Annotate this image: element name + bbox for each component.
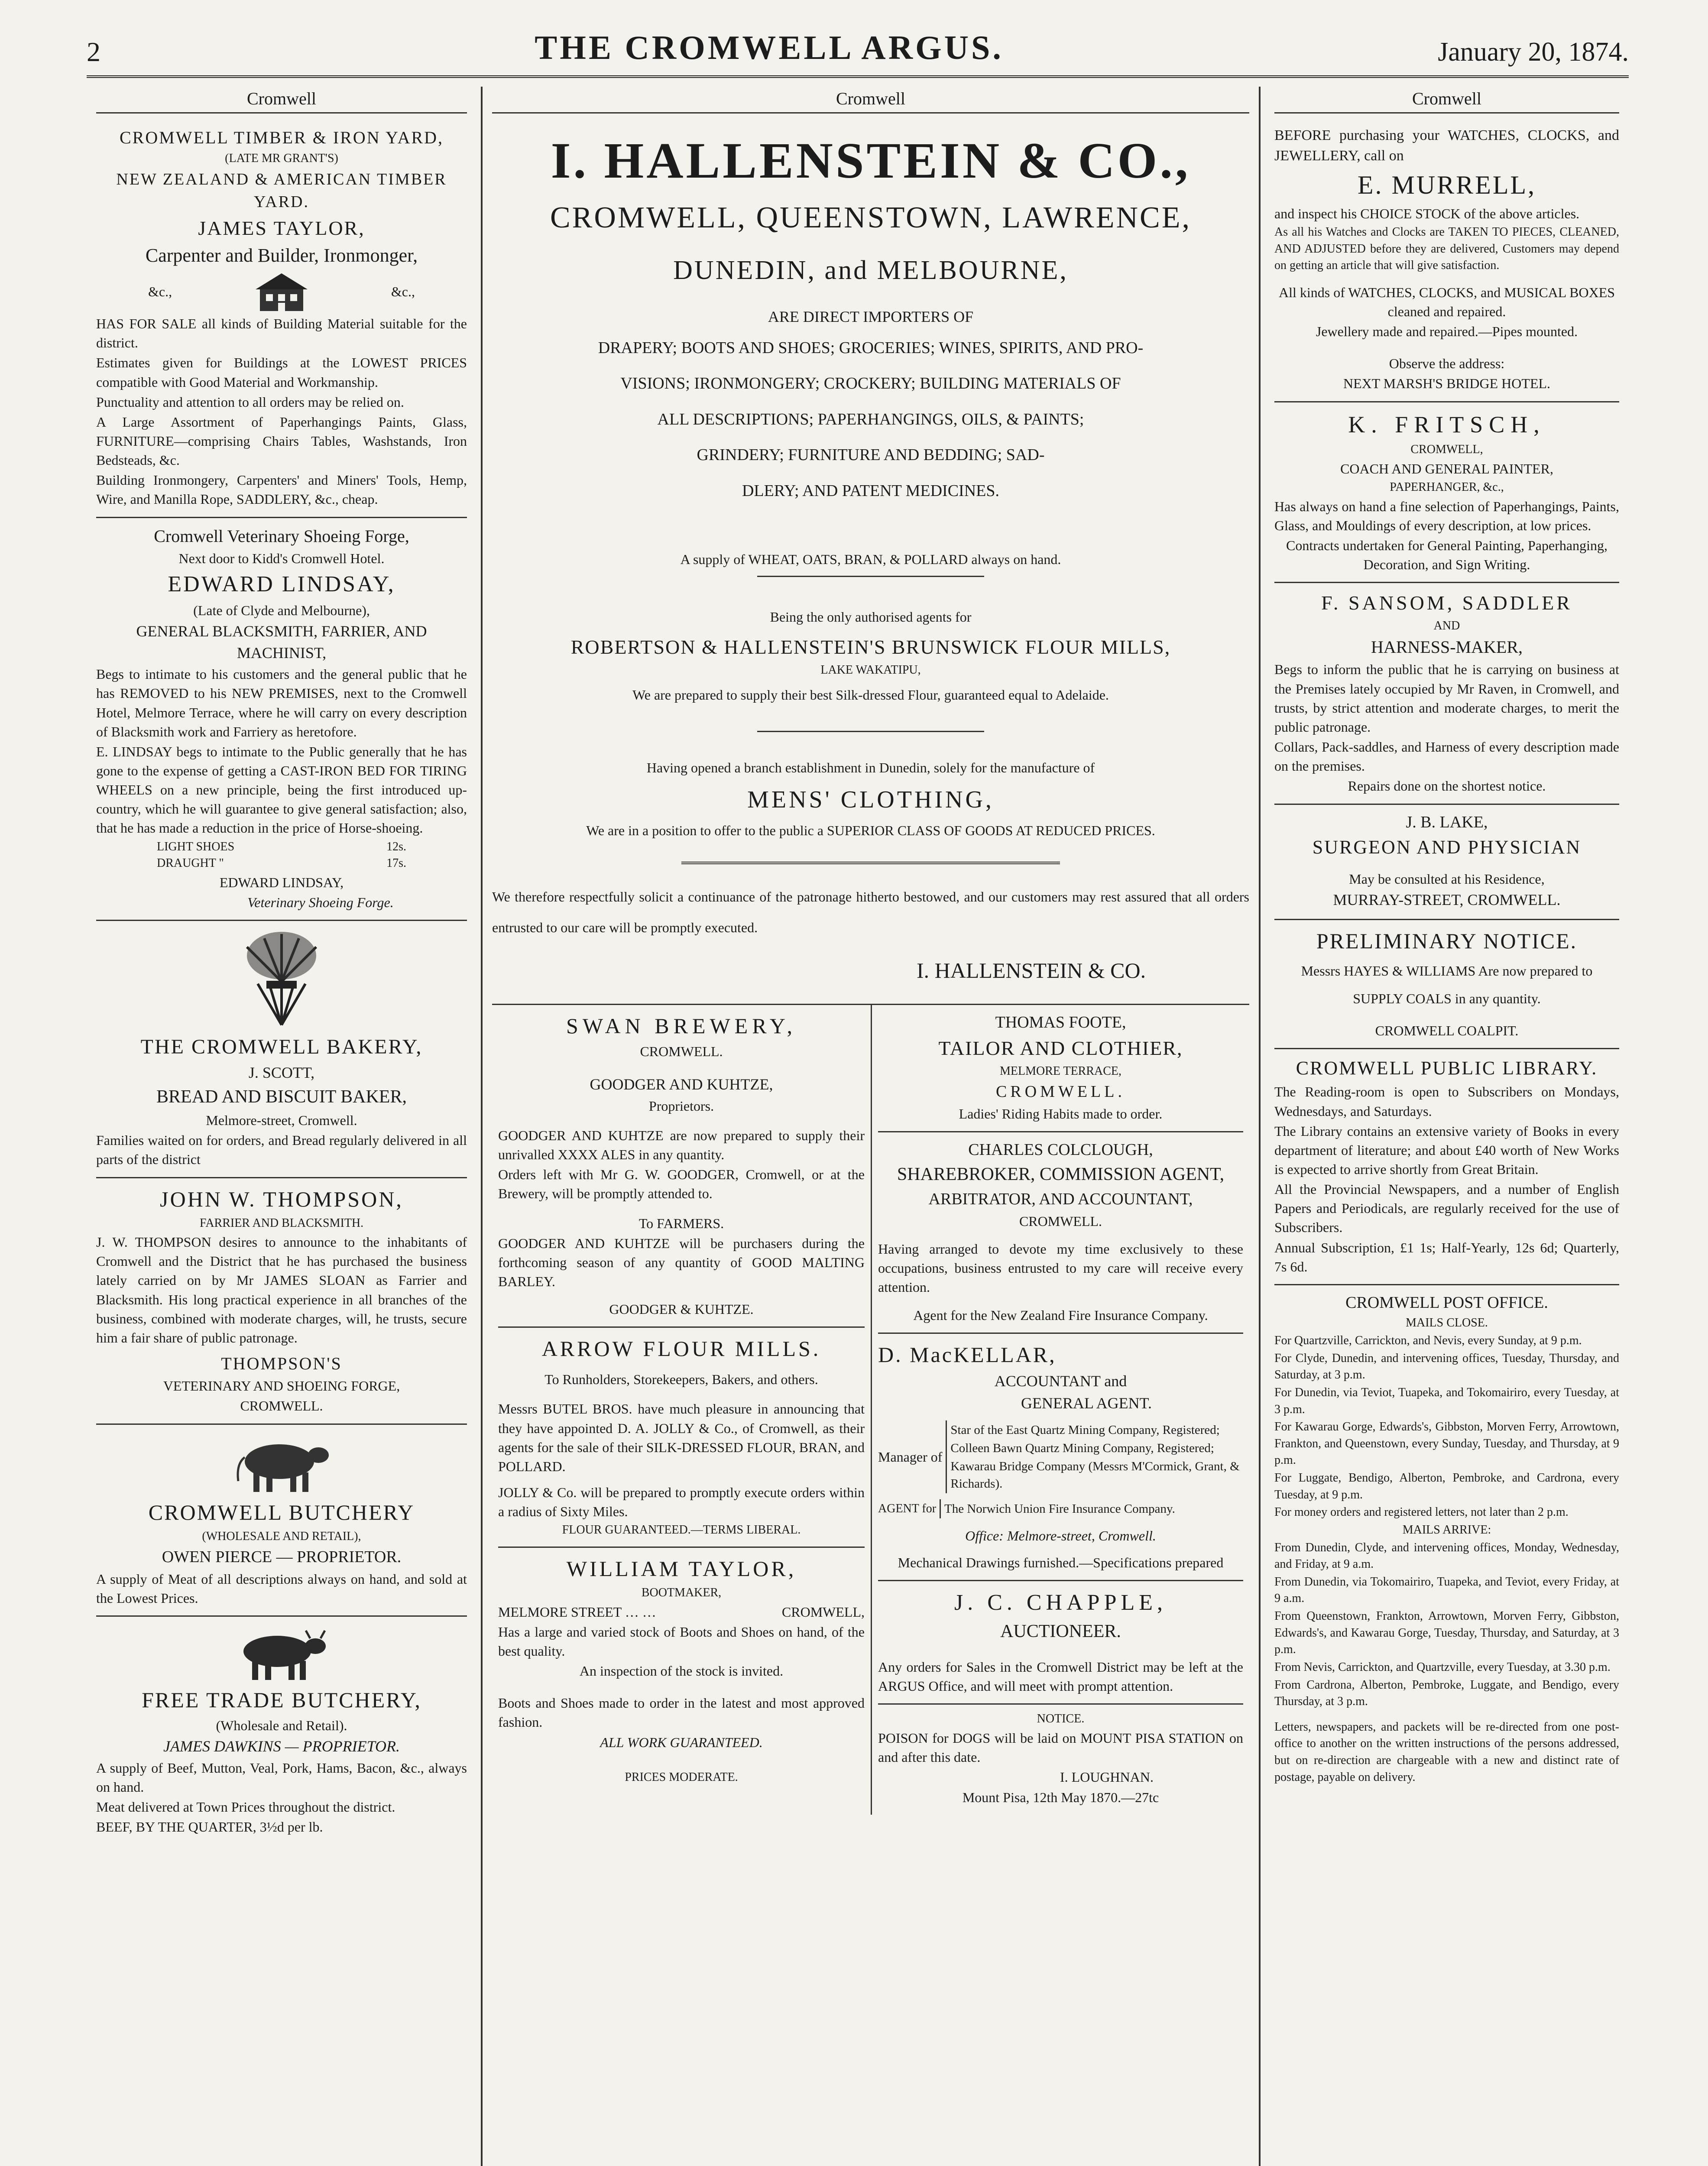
list-label: Manager of <box>878 1449 943 1465</box>
ad-headline: THOMPSON'S <box>221 1354 342 1374</box>
ad-subline: Next door to Kidd's Cromwell Hotel. <box>178 550 385 566</box>
ad-paragraph: Annual Subscription, £1 1s; Half-Yearly, 12s 6d; Quarterly, 7s 6d. <box>1274 1239 1619 1274</box>
ad-bakery <box>96 921 467 1178</box>
advertiser-trade: TAILOR AND CLOTHIER, <box>938 1037 1183 1060</box>
ad-paragraph: Punctuality and attention to all orders may be relied on. <box>96 394 404 410</box>
advertiser-trade: BREAD AND BISCUIT BAKER, <box>156 1087 407 1107</box>
advertiser-name: WILLIAM TAYLOR, <box>566 1556 797 1581</box>
column-center <box>481 87 1261 2166</box>
woodcut-row <box>96 270 467 313</box>
ad-address: Office: Melmore-street, Cromwell. <box>965 1528 1156 1544</box>
price-row <box>96 839 467 856</box>
ad-paragraph: We are prepared to supply their best Silk-dressed Flour, guaranteed equal to Adelaide. <box>632 687 1109 703</box>
ad-paragraph: Having opened a branch establishment in Dunedin, solely for the manufacture of <box>646 759 1095 775</box>
ad-subline: To Runholders, Storekeepers, Bakers, and others. <box>544 1372 818 1388</box>
ad-cromwell-butchery <box>96 1425 467 1617</box>
ad-swan-brewery <box>498 1005 865 1328</box>
advertiser-name: J. SCOTT, <box>248 1064 315 1082</box>
ad-sansom <box>1274 583 1619 804</box>
mail-item: From Nevis, Carrickton, and Quartzville, every Tuesday, at 3.30 p.m. <box>1274 1660 1611 1674</box>
ad-fritsch <box>1274 402 1619 584</box>
mail-item: For Clyde, Dunedin, and intervening offices, Tuesday, Thursday, and Saturday, at 3 p.m. <box>1274 1351 1619 1382</box>
newspaper-title: THE CROMWELL ARGUS. <box>535 29 1004 67</box>
center-subcolumns <box>492 1005 1249 1815</box>
ad-subline: (Wholesale and Retail). <box>216 1717 347 1733</box>
ad-headline: THE CROMWELL BAKERY, <box>140 1035 423 1059</box>
list-label: AGENT for <box>878 1501 937 1515</box>
ad-subline: Melmore-street, Cromwell. <box>206 1112 357 1128</box>
goods-line: DLERY; AND PATENT MEDICINES. <box>742 481 999 500</box>
address-row <box>498 1602 865 1621</box>
ad-headline: PRELIMINARY NOTICE. <box>1316 928 1578 953</box>
advertiser-trade: ACCOUNTANT and <box>994 1372 1127 1390</box>
etc-text: &c., <box>148 283 172 299</box>
mail-item: From Queenstown, Frankton, Arrowtown, Morven Ferry, Gibbston, Edwards's, and Kawarau Gorge, Tuesday, Thursday, and Saturday, at 3 p.m. <box>1274 1609 1619 1657</box>
price-label: DRAUGHT " <box>157 856 224 870</box>
column-right <box>1265 87 1629 2166</box>
mail-item: For Quartzville, Carrickton, and Nevis, every Sunday, at 9 p.m. <box>1274 1334 1582 1348</box>
ad-headline: CROMWELL POST OFFICE. <box>1345 1293 1548 1312</box>
ad-paragraph: We are in a position to offer to the public a SUPERIOR CLASS OF GOODS AT REDUCED PRICES. <box>586 823 1155 838</box>
goods-line: VISIONS; IRONMONGERY; CROCKERY; BUILDING MATERIALS OF <box>620 374 1121 393</box>
advertiser-trade: SHAREBROKER, COMMISSION AGENT, <box>897 1164 1225 1184</box>
advertiser-name: JAMES TAYLOR, <box>198 217 365 239</box>
ad-mackellar <box>878 1334 1243 1582</box>
ad-address: NEXT MARSH'S BRIDGE HOTEL. <box>1343 376 1551 392</box>
ad-paragraph: HAS FOR SALE all kinds of Building Material suitable for the district. <box>96 316 467 351</box>
advertiser-trade: GENERAL AGENT. <box>1021 1394 1152 1412</box>
ad-terms: PRICES MODERATE. <box>625 1770 738 1784</box>
wheat-sheaf-woodcut-icon <box>217 930 347 1029</box>
column-left <box>87 87 476 2166</box>
advertiser-trade: Carpenter and Builder, Ironmonger, <box>145 245 418 266</box>
ad-paragraph: A supply of Beef, Mutton, Veal, Pork, Hams, Bacon, &c., always on hand. <box>96 1760 467 1795</box>
ad-paragraph: The Library contains an extensive variety of Books in every department of literature; and about £40 worth of New Works is expected to arrive shortly from Great Britain. <box>1274 1123 1619 1177</box>
advertiser-name: D. MacKELLAR, <box>878 1342 1057 1367</box>
ad-paragraph: BEFORE purchasing your WATCHES, CLOCKS, and JEWELLERY, call on <box>1274 127 1619 164</box>
ad-free-trade-butchery <box>96 1617 467 1844</box>
signature: Veterinary Shoeing Forge. <box>247 895 394 911</box>
ad-headline: CROMWELL. <box>240 1398 323 1414</box>
masthead <box>87 30 1629 78</box>
ad-paragraph: J. W. THOMPSON desires to announce to the inhabitants of Cromwell and the District that he has purchased the business lately carried on by Mr JAMES SLOAN as Farrier and Blacksmith. His long practical experience in all branches of the business, combined with moderate charges, will, he trusts, secure him a fair share of public patronage. <box>96 1234 467 1346</box>
list-items <box>940 1499 1175 1518</box>
ad-paragraph: Begs to intimate to his customers and the general public that he has REMOVED to his NEW PREMISES, next to the Cromwell Hotel, Melmore Terrace, where he will carry on every description of Blacksmith work and Farriery as heretofore. <box>96 666 467 739</box>
ad-paragraph: Collars, Pack-saddles, and Harness of every description made on the premises. <box>1274 739 1619 774</box>
ad-colclough <box>878 1132 1243 1334</box>
ad-subline: ARE DIRECT IMPORTERS OF <box>768 308 974 326</box>
price-value: 17s. <box>386 856 406 870</box>
ad-paragraph: Agent for the New Zealand Fire Insurance Company. <box>913 1307 1208 1323</box>
advertiser-trade: BOOTMAKER, <box>641 1586 722 1600</box>
ad-subline: CROMWELL. <box>640 1043 723 1059</box>
section-heading: MAILS CLOSE. <box>1406 1316 1488 1330</box>
advertiser-name: I. HALLENSTEIN & CO., <box>551 132 1191 189</box>
ad-chapple <box>878 1581 1243 1705</box>
ad-paragraph: Boots and Shoes made to order in the latest and most approved fashion. <box>498 1695 865 1730</box>
mail-item: For money orders and registered letters, not later than 2 p.m. <box>1274 1505 1569 1519</box>
ad-paragraph: May be consulted at his Residence, <box>1349 871 1545 887</box>
ad-thomas-foote <box>878 1005 1243 1132</box>
manager-list <box>878 1420 1243 1493</box>
mail-item: From Dunedin, Clyde, and intervening offices, Monday, Wednesday, and Friday, at 9 a.m. <box>1274 1540 1619 1571</box>
ad-paragraph: Any orders for Sales in the Cromwell District may be left at the ARGUS Office, and will meet with prompt attention. <box>878 1659 1243 1694</box>
ad-subline: AND <box>1433 619 1460 632</box>
ad-paragraph: Jewellery made and repaired.—Pipes mounted. <box>1316 324 1578 340</box>
divider <box>681 862 1060 864</box>
cow-woodcut-icon <box>230 1433 334 1494</box>
advertiser-trade: AUCTIONEER. <box>1000 1621 1121 1642</box>
ad-subline: (WHOLESALE AND RETAIL), <box>202 1529 361 1543</box>
ad-paragraph: Orders left with Mr G. W. GOODGER, Cromwell, or at the Brewery, will be promptly attended to. <box>498 1167 865 1202</box>
advertiser-name: E. MURRELL, <box>1357 171 1536 199</box>
advertiser-trade: COACH AND GENERAL PAINTER, <box>1340 460 1553 477</box>
advertiser-trade: ARBITRATOR, AND ACCOUNTANT, <box>928 1190 1193 1209</box>
advertiser-name: F. SANSOM, SADDLER <box>1321 592 1572 614</box>
ad-subline: LAKE WAKATIPU, <box>820 663 921 677</box>
advertiser-name: J. B. LAKE, <box>1406 813 1488 831</box>
ad-headline: MENS' CLOTHING, <box>747 786 994 813</box>
subcolumn-right <box>871 1005 1249 1815</box>
advertiser-trade: PAPERHANGER, &c., <box>1390 480 1504 494</box>
ad-paragraph: Repairs done on the shortest notice. <box>1348 778 1546 794</box>
ad-paragraph: An inspection of the stock is invited. <box>579 1663 784 1679</box>
goods-line: DRAPERY; BOOTS AND SHOES; GROCERIES; WINES, SPIRITS, AND PRO- <box>598 338 1144 357</box>
ad-poison-notice <box>878 1705 1243 1814</box>
ad-headline: DUNEDIN, and MELBOURNE, <box>673 255 1068 285</box>
goods-line: ALL DESCRIPTIONS; PAPERHANGINGS, OILS, & PAINTS; <box>657 410 1084 428</box>
price-label: LIGHT SHOES <box>157 840 235 853</box>
ad-lake <box>1274 805 1619 920</box>
ad-headline: NOTICE. <box>1037 1712 1085 1726</box>
ad-preliminary-notice <box>1274 920 1619 1049</box>
ad-paragraph: Has a large and varied stock of Boots and Shoes on hand, of the best quality. <box>498 1624 865 1659</box>
ad-headline: Cromwell Veterinary Shoeing Forge, <box>154 526 409 546</box>
subcolumn-left <box>492 1005 871 1815</box>
advertiser-name: SWAN BREWERY, <box>566 1013 797 1038</box>
signature: I. HALLENSTEIN & CO. <box>917 958 1146 982</box>
ad-arrow-flour-mills <box>498 1328 865 1548</box>
mail-item: For Luggate, Bendigo, Alberton, Pembroke, and Cardrona, every Tuesday, at 9 p.m. <box>1274 1471 1619 1501</box>
advertiser-name: JOHN W. THOMPSON, <box>160 1187 403 1211</box>
address-text: MELMORE STREET … … <box>498 1604 656 1620</box>
list-item: The Norwich Union Fire Insurance Company. <box>944 1502 1175 1516</box>
list-item: Kawarau Bridge Company (Messrs M'Cormick, Grant, & Richards). <box>950 1459 1240 1491</box>
ad-william-taylor <box>498 1548 865 1793</box>
advertiser-trade: FARRIER AND BLACKSMITH. <box>199 1216 364 1230</box>
section-heading: MAILS ARRIVE: <box>1402 1523 1491 1537</box>
price-value: 12s. <box>386 840 406 853</box>
advertiser-trade: SURGEON AND PHYSICIAN <box>1312 836 1582 858</box>
advertiser-name: THOMAS FOOTE, <box>995 1013 1126 1031</box>
house-woodcut-icon <box>251 270 312 313</box>
ad-paragraph: All kinds of WATCHES, CLOCKS, and MUSICAL BOXES cleaned and repaired. <box>1278 284 1615 319</box>
etc-text: &c., <box>391 283 415 299</box>
advertiser-name: JAMES DAWKINS — PROPRIETOR. <box>163 1738 400 1755</box>
ad-headline: FREE TRADE BUTCHERY, <box>142 1687 421 1712</box>
list-item: Star of the East Quartz Mining Company, Registered; <box>950 1423 1220 1437</box>
list-items <box>946 1420 1243 1493</box>
ad-paragraph: GOODGER AND KUHTZE will be purchasers during the forthcoming season of any quantity of GOOD MALTING BARLEY. <box>498 1235 865 1290</box>
advertiser-name: ARROW FLOUR MILLS. <box>541 1336 821 1361</box>
ad-paragraph: As all his Watches and Clocks are TAKEN TO PIECES, CLEANED, AND ADJUSTED before they are delivered, Customers may depend on getting an article that will give satisfaction. <box>1274 225 1619 272</box>
advertiser-name: K. FRITSCH, <box>1348 411 1546 438</box>
ad-subline: Proprietors. <box>648 1098 714 1114</box>
agent-list <box>878 1499 1243 1518</box>
divider <box>757 731 984 732</box>
ad-post-office <box>1274 1285 1619 1793</box>
ad-footer: Letters, newspapers, and packets will be re-directed from one post-office to another on the written instructions of the persons addressed, but on re-direction are chargeable with a new and distinct rate of postage, payable on delivery. <box>1274 1720 1619 1784</box>
ad-footer: Mount Pisa, 12th May 1870.—27tc <box>962 1789 1159 1805</box>
ad-paragraph: and inspect his CHOICE STOCK of the above articles. <box>1274 205 1580 221</box>
mail-item: From Cardrona, Alberton, Pembroke, Luggate, and Bendigo, every Thursday, at 3 p.m. <box>1274 1678 1619 1709</box>
issue-date: January 20, 1874. <box>1438 37 1629 67</box>
ad-headline: CROMWELL BUTCHERY <box>148 1500 415 1524</box>
ad-paragraph: Contracts undertaken for General Painting, Paperhanging, Decoration, and Sign Writing. <box>1286 537 1608 572</box>
advertiser-trade: HARNESS-MAKER, <box>1371 637 1523 657</box>
mail-item: For Kawarau Gorge, Edwards's, Gibbston, Morven Ferry, Arrowtown, Frankton, and Queenstown, every Sunday, Tuesday, and Thursday, at 9 p.m. <box>1274 1420 1619 1467</box>
advertiser-name: EDWARD LINDSAY, <box>168 571 395 597</box>
ad-headline: CROMWELL TIMBER & IRON YARD, <box>119 128 444 148</box>
ad-paragraph: Has always on hand a fine selection of Paperhangings, Paints, Glass, and Mouldings of every description, at low prices. <box>1274 498 1619 533</box>
ad-headline: CROMWELL. <box>996 1083 1125 1101</box>
ad-paragraph: Building Ironmongery, Carpenters' and Miners' Tools, Hemp, Wire, and Manilla Rope, SADDLERY, &c., cheap. <box>96 472 467 507</box>
price-row <box>96 855 467 872</box>
ad-address: MURRAY-STREET, CROMWELL. <box>1333 891 1561 908</box>
ad-paragraph: GOODGER AND KUHTZE are now prepared to supply their unrivalled XXXX ALES in any quantity. <box>498 1127 865 1163</box>
ad-hallenstein <box>492 120 1249 1005</box>
ad-paragraph: A supply of Meat of all descriptions always on hand, and sold at the Lowest Prices. <box>96 1571 467 1606</box>
ad-paragraph: We therefore respectfully solicit a continuance of the patronage hitherto bestowed, and our customers may rest assured that all orders entrusted to our care will be promptly executed. <box>492 889 1249 935</box>
advertiser-name: OWEN PIERCE — PROPRIETOR. <box>162 1548 402 1566</box>
ad-shoeing-forge <box>96 518 467 921</box>
ad-paragraph: BEEF, BY THE QUARTER, 3½d per lb. <box>96 1819 323 1835</box>
ad-paragraph: A supply of WHEAT, OATS, BRAN, & POLLARD always on hand. <box>680 551 1061 567</box>
ad-paragraph: Messrs BUTEL BROS. have much pleasure in announcing that they have appointed D. A. JOLLY & Co., of Cromwell, as their agents for the sale of their SILK-DRESSED FLOUR, BRAN, and POLLARD. <box>498 1401 865 1474</box>
mail-item: For Dunedin, via Teviot, Tuapeka, and Tokomairiro, every Tuesday, at 3 p.m. <box>1274 1385 1619 1416</box>
advertiser-name: CHARLES COLCLOUGH, <box>968 1141 1153 1159</box>
ad-paragraph: Estimates given for Buildings at the LOWEST PRICES compatible with Good Material and Workmanship. <box>96 355 467 390</box>
ox-woodcut-icon <box>230 1625 334 1682</box>
signature: EDWARD LINDSAY, <box>219 874 344 890</box>
ad-timber-yard <box>96 120 467 518</box>
page-number: 2 <box>87 36 100 67</box>
ad-paragraph: All the Provincial Newspapers, and a number of English Papers and Periodicals, are regularly received for the use of Subscribers. <box>1274 1181 1619 1235</box>
ad-paragraph: Being the only authorised agents for <box>770 609 972 625</box>
ad-subline: (LATE MR GRANT'S) <box>225 152 338 165</box>
ad-paragraph: Messrs HAYES & WILLIAMS Are now prepared to SUPPLY COALS in any quantity. <box>1301 963 1593 1006</box>
ad-headline: NEW ZEALAND & AMERICAN TIMBER YARD. <box>116 170 447 211</box>
ad-paragraph: Having arranged to devote my time exclusively to these occupations, business entrusted to my care will receive every attention. <box>878 1241 1243 1295</box>
ad-thompson <box>96 1178 467 1425</box>
ad-subline: MELMORE TERRACE, <box>999 1064 1122 1078</box>
column-label: Cromwell <box>492 87 1249 113</box>
ad-headline: CROMWELL, QUEENSTOWN, LAWRENCE, <box>550 201 1191 235</box>
column-label: Cromwell <box>1274 87 1619 113</box>
ad-paragraph: Begs to inform the public that he is carrying on business at the Premises lately occupied by Mr Raven, in Cromwell, and trusts, by strict attention and moderate charges, to merit the public patronage. <box>1274 661 1619 735</box>
ad-headline: VETERINARY AND SHOEING FORGE, <box>163 1378 400 1394</box>
advertiser-trade: GOODGER AND KUHTZE, <box>590 1076 773 1093</box>
ad-terms: FLOUR GUARANTEED.—TERMS LIBERAL. <box>562 1523 801 1537</box>
ad-paragraph: Mechanical Drawings furnished.—Specifications prepared <box>898 1555 1224 1571</box>
signature: GOODGER & KUHTZE. <box>609 1301 754 1317</box>
ad-subline: Observe the address: <box>1389 356 1505 372</box>
ad-paragraph: E. LINDSAY begs to intimate to the Public generally that he has gone to the expense of getting a CAST-IRON BED FOR TIRING WHEELS on a new principle, being the first introduced up-country, which he will guarantee to give general satisfaction; also, that he has made a reduction in the price of Horse-shoeing. <box>96 743 467 836</box>
list-item: Colleen Bawn Quartz Mining Company, Registered; <box>950 1441 1214 1456</box>
ad-murrell <box>1274 120 1619 402</box>
ad-paragraph: Meat delivered at Town Prices throughout the district. <box>96 1799 395 1815</box>
ad-subline: (Late of Clyde and Melbourne), <box>193 602 370 618</box>
ad-public-library <box>1274 1049 1619 1285</box>
ad-slogan: ALL WORK GUARANTEED. <box>600 1734 763 1750</box>
ad-paragraph: A Large Assortment of Paperhangings Paints, Glass, FURNITURE—comprising Chairs Tables, Washstands, Iron Bedsteads, &c. <box>96 414 467 468</box>
ad-headline: ROBERTSON & HALLENSTEIN'S BRUNSWICK FLOUR MILLS, <box>570 636 1171 658</box>
goods-line: GRINDERY; FURNITURE AND BEDDING; SAD- <box>697 446 1045 464</box>
divider <box>757 576 984 577</box>
ad-paragraph: Families waited on for orders, and Bread regularly delivered in all parts of the district <box>96 1132 467 1167</box>
ad-headline: To FARMERS. <box>638 1215 724 1231</box>
advertiser-trade: GENERAL BLACKSMITH, FARRIER, AND MACHINIST, <box>136 622 427 661</box>
ad-subline: CROMWELL. <box>1019 1213 1102 1229</box>
mail-item: From Dunedin, via Tokomairiro, Tuapeka, and Teviot, every Friday, at 9 a.m. <box>1274 1575 1619 1605</box>
column-label: Cromwell <box>96 87 467 113</box>
advertiser-name: J. C. CHAPPLE, <box>954 1590 1167 1615</box>
ad-headline: CROMWELL PUBLIC LIBRARY. <box>1296 1057 1598 1079</box>
ad-paragraph: JOLLY & Co. will be prepared to promptly execute orders within a radius of Sixty Miles. <box>498 1485 865 1520</box>
ad-paragraph: Ladies' Riding Habits made to order. <box>959 1106 1163 1122</box>
signature: CROMWELL COALPIT. <box>1375 1022 1519 1038</box>
ad-paragraph: POISON for DOGS will be laid on MOUNT PISA STATION on and after this date. <box>878 1730 1243 1765</box>
address-text: CROMWELL, <box>781 1604 865 1620</box>
signature: I. LOUGHNAN. <box>1060 1769 1154 1785</box>
ad-subline: CROMWELL, <box>1410 443 1483 457</box>
ad-paragraph: The Reading-room is open to Subscribers on Mondays, Wednesdays, and Saturdays. <box>1274 1084 1619 1119</box>
